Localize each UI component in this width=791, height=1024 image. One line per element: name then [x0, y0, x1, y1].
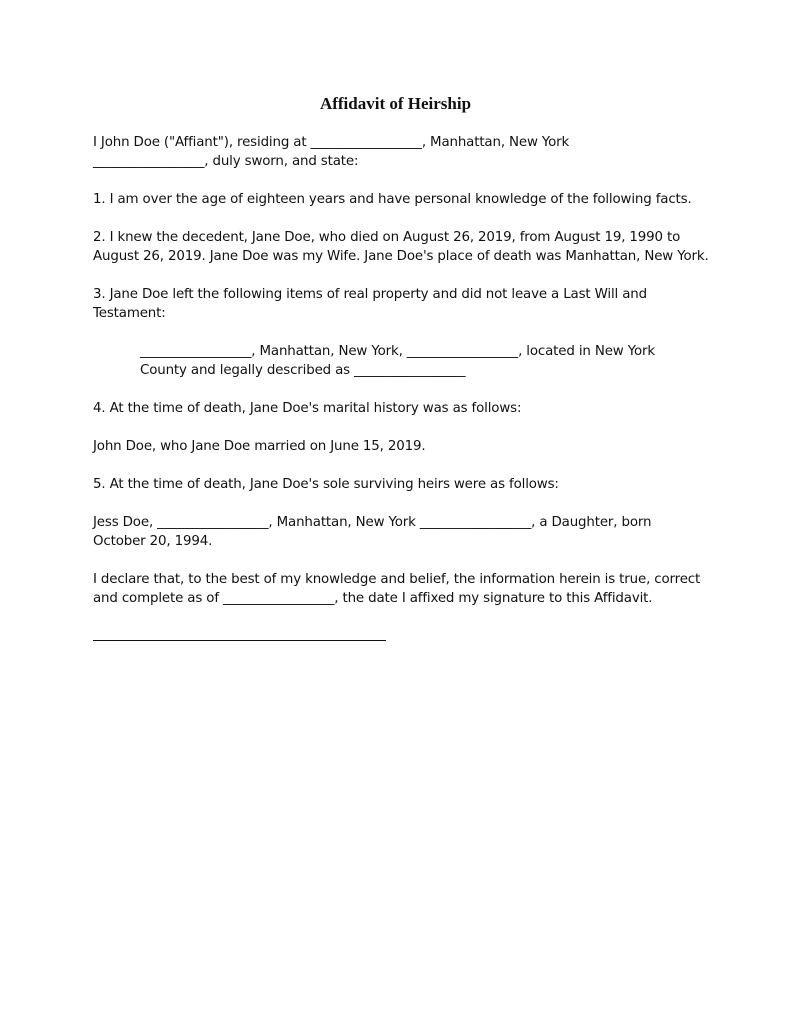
intro-line-1: I John Doe ("Affiant"), residing at _________________, Manhattan, New York: [93, 135, 570, 150]
property-line-1: _________________, Manhattan, New York, _________________, located in New York: [140, 344, 655, 359]
document-title: Affidavit of Heirship: [319, 94, 472, 113]
heirs-list: [93, 513, 693, 551]
intro-paragraph: [93, 133, 693, 171]
document-body: [93, 133, 709, 627]
paragraph-1-line-1: 1. I am over the age of eighteen years and have personal knowledge of the following facts.: [93, 192, 692, 207]
paragraph-1: [93, 190, 693, 209]
property-description: [140, 342, 693, 380]
paragraph-4-line-1: 4. At the time of death, Jane Doe's marital history was as follows:: [93, 401, 522, 416]
paragraph-5-line-1: 5. At the time of death, Jane Doe's sole surviving heirs were as follows:: [93, 477, 559, 492]
heirs-line-1: Jess Doe, _________________, Manhattan, New York _________________, a Daughter, born: [93, 515, 652, 530]
declaration-line-2: and complete as of _________________, the date I affixed my signature to this Affidavit.: [93, 591, 653, 606]
declaration-line-1: I declare that, to the best of my knowledge and belief, the information herein is true, correct: [93, 572, 701, 587]
marital-history: [93, 437, 693, 456]
paragraph-3: [93, 285, 693, 323]
paragraph-2: [93, 228, 709, 266]
signature-line: [93, 640, 386, 641]
declaration-paragraph: [93, 570, 701, 608]
paragraph-2-line-2: August 26, 2019. Jane Doe was my Wife. Jane Doe's place of death was Manhattan, New York.: [93, 249, 709, 264]
paragraph-5: [93, 475, 693, 494]
marital-history-line-1: John Doe, who Jane Doe married on June 15, 2019.: [93, 439, 426, 454]
property-line-2: County and legally described as _________________: [140, 363, 466, 378]
paragraph-2-line-1: 2. I knew the decedent, Jane Doe, who died on August 26, 2019, from August 19, 1990 to: [93, 230, 681, 245]
heirs-line-2: October 20, 1994.: [93, 534, 213, 549]
paragraph-4: [93, 399, 693, 418]
paragraph-3-line-2: Testament:: [93, 306, 166, 321]
intro-line-2: _________________, duly sworn, and state:: [93, 154, 359, 169]
paragraph-3-line-1: 3. Jane Doe left the following items of real property and did not leave a Last Will and: [93, 287, 647, 302]
